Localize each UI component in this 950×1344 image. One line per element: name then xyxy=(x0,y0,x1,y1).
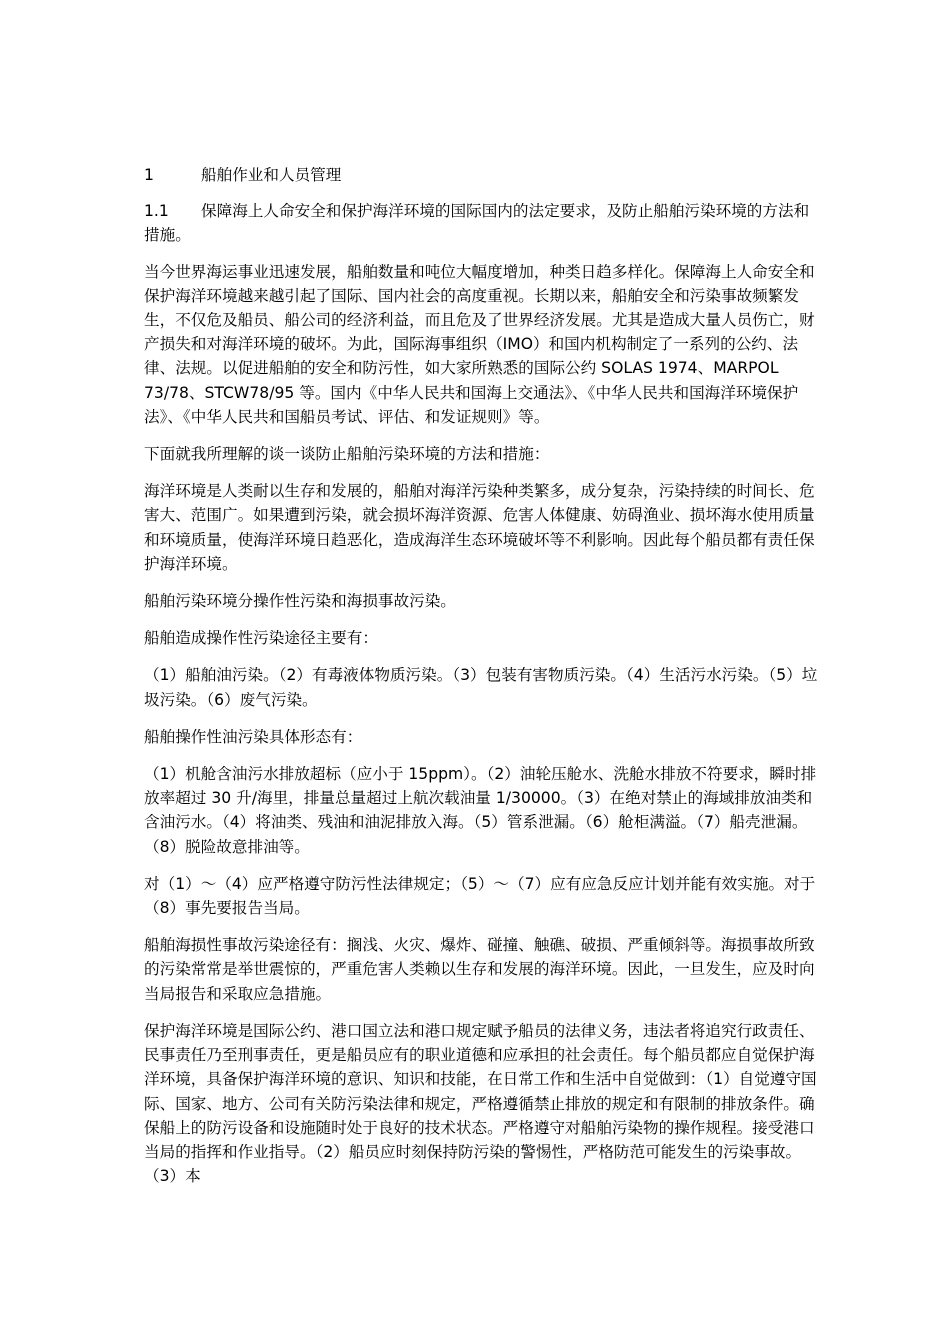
section-title: 船舶作业和人员管理 xyxy=(201,166,342,184)
section-heading-1-1 xyxy=(144,199,824,247)
paragraph-intro: 当今世界海运事业迅速发展，船舶数量和吨位大幅度增加，种类日趋多样化。保障海上人命安全和保护海洋环境越来越引起了国际、国内社会的高度重视。长期以来，船舶安全和污染事故频繁发生，不仅危及船员、船公司的经济利益，而且危及了世界经济发展。尤其是造成大量人员伤亡，财产损失和对海洋环境的破坏。为此，国际海事组织（IMO）和国内机构制定了一系列的公约、法律、法规。以促进船舶的安全和防污性，如大家所熟悉的国际公约 SOLAS 1974、MARPOL 73/78、STCW78/95 等。国内《中华人民共和国海上交通法》、《中华人民共和国海洋环境保护法》、《中华人民共和国船员考试、评估、和发证规则》等。 xyxy=(144,262,815,426)
paragraph-legal-obligation: 保护海洋环境是国际公约、港口国立法和港口规定赋予船员的法律义务，违法者将追究行政责任、民事责任乃至刑事责任，更是船员应有的职业道德和应承担的社会责任。每个船员都应自觉保护海洋环境，具备保护海洋环境的意识、知识和技能，在日常工作和生活中自觉做到：（1）自觉遵守国际、国家、地方、公司有关防污染法律和规定，严格遵循禁止排放的规定和有限制的排放条件。确保船上的防污设备和设施随时处于良好的技术状态。严格遵守对船舶污染物的操作规程。接受港口当局的指挥和作业指导。（2）船员应时刻保持防污染的警惕性，严格防范可能发生的污染事故。（3）本 xyxy=(144,1021,817,1186)
paragraph-operational-routes: 船舶造成操作性污染途径主要有： xyxy=(144,629,378,648)
section-heading-1 xyxy=(144,163,824,187)
paragraph-compliance: 对（1）～（4）应严格遵守防污性法律规定；（5）～（7）应有应急反应计划并能有效实施。对于（8）事先要报告当局。 xyxy=(144,874,816,918)
paragraph-pollution-types: 船舶污染环境分操作性污染和海损事故污染。 xyxy=(144,592,456,611)
paragraph-operational-list: （1）船舶油污染。（2）有毒液体物质污染。（3）包装有害物质污染。（4）生活污水污染。（5）垃圾污染。（6）废气污染。 xyxy=(144,666,818,709)
paragraph-oil-forms: 船舶操作性油污染具体形态有： xyxy=(144,727,363,746)
paragraph-lead-in: 下面就我所理解的谈一谈防止船舶污染环境的方法和措施： xyxy=(144,445,550,464)
document-body xyxy=(144,163,824,1201)
subsection-title: 保障海上人命安全和保护海洋环境的国际国内的法定要求，及防止船舶污染环境的方法和措施。 xyxy=(144,202,810,245)
paragraph-marine-environment: 海洋环境是人类耐以生存和发展的，船舶对海洋污染种类繁多，成分复杂，污染持续的时间长、危害大、范围广。如果遭到污染，就会损坏海洋资源、危害人体健康、妨碍渔业、损坏海水使用质量和环境质量，使海洋环境日趋恶化，造成海洋生态环境破坏等不利影响。因此每个船员都有责任保护海洋环境。 xyxy=(144,482,815,573)
subsection-number: 1.1 xyxy=(144,202,169,221)
paragraph-oil-forms-list: （1）机舱含油污水排放超标（应小于 15ppm）。（2）油轮压舱水、洗舱水排放不符要求，瞬时排放率超过 30 升/海里，排量总量超过上航次载油量 1/30000。（3）在绝对禁止的海域排放油类和含油污水。（4）将油类、残油和油泥排放入海。（5）管系泄漏。（6）舱柜满溢。（7）船壳泄漏。（8）脱险故意排油等。 xyxy=(144,765,817,856)
section-number: 1 xyxy=(144,166,154,184)
paragraph-accident-pollution: 船舶海损性事故污染途径有：搁浅、火灾、爆炸、碰撞、触礁、破损、严重倾斜等。海损事故所致的污染常常是举世震惊的，严重危害人类赖以生存和发展的海洋环境。因此，一旦发生，应及时向当局报告和采取应急措施。 xyxy=(144,936,815,1003)
